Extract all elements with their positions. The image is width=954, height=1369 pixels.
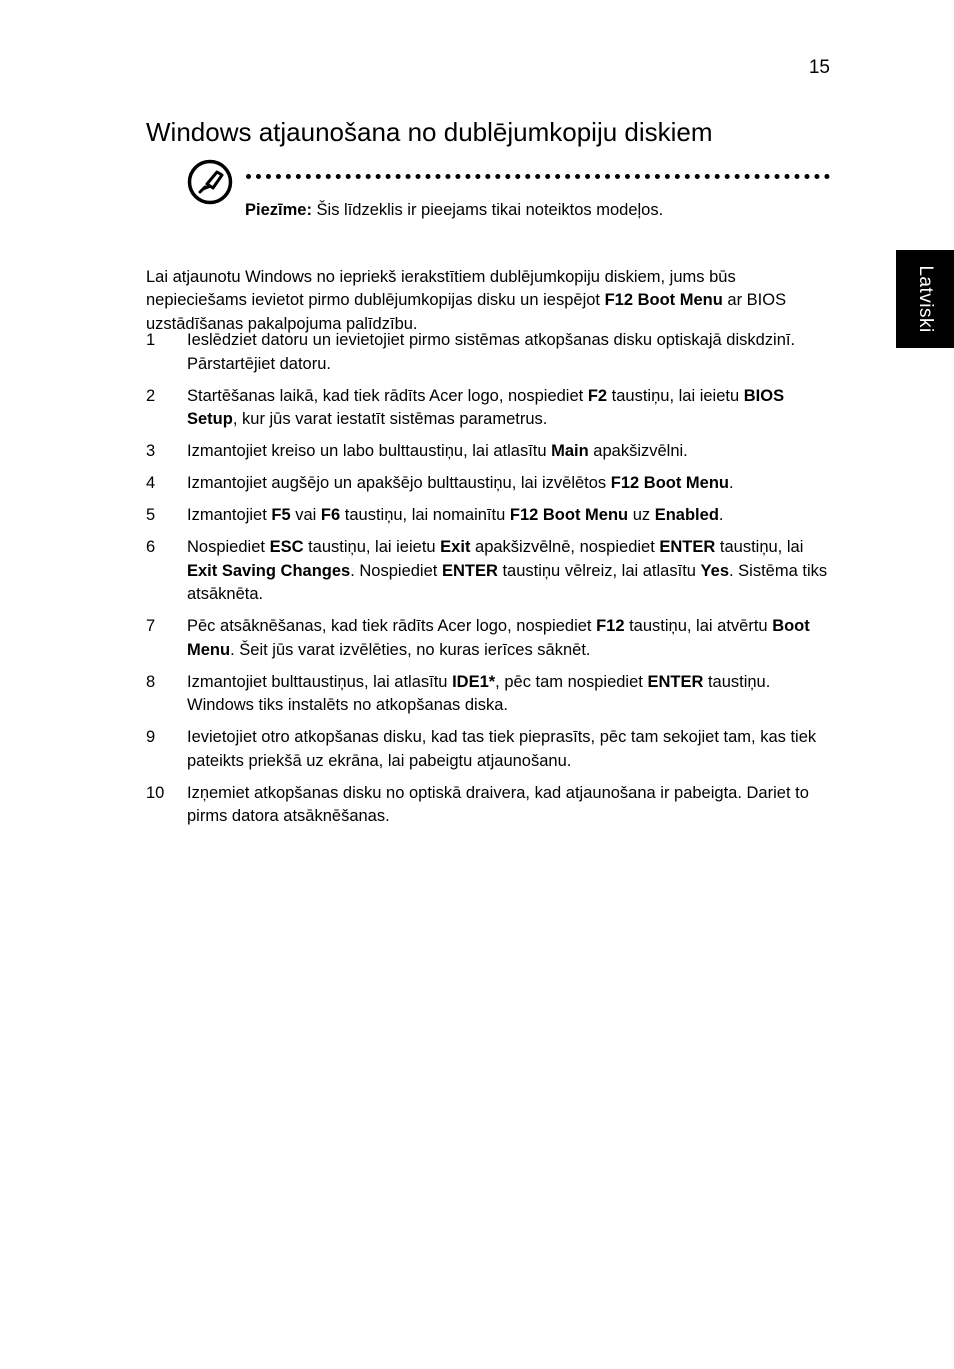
list-item — [146, 472, 836, 496]
list-item — [146, 726, 836, 773]
step-text — [187, 504, 836, 528]
text-run: taustiņu, lai ieietu — [303, 538, 441, 556]
step-text — [187, 671, 836, 718]
bold-term: F12 Boot Menu — [604, 291, 723, 309]
text-run: Nospiediet — [187, 538, 270, 556]
step-number: 2 — [146, 386, 156, 405]
text-run: . — [718, 506, 724, 524]
bold-term: ENTER — [659, 538, 716, 556]
text-run: Izmantojiet augšējo un apakšējo bulttaustiņu, lai izvēlētos — [187, 474, 611, 492]
list-item — [146, 504, 836, 528]
bold-term: Boot Menu — [187, 617, 810, 659]
list-item — [146, 385, 836, 432]
bold-term: ENTER — [647, 672, 704, 691]
step-number: 5 — [146, 506, 156, 524]
step-number: 6 — [146, 538, 156, 556]
text-run: taustiņu, lai — [715, 538, 804, 556]
text-run: Lai atjaunotu Windows no iepriekš ierakstītiem dublējumkopiju diskiem, jums būs nepieciešams ievietot pirmo dublējumkopijas disku un iespējot — [146, 267, 736, 309]
text-run: , kur jūs varat iestatīt sistēmas parametrus. — [232, 410, 548, 428]
bold-term: F5 — [271, 506, 291, 524]
text-run: . — [729, 474, 734, 492]
text-run: Izmantojiet kreiso un labo bulttaustiņu, lai atlasītu — [187, 442, 552, 460]
intro-paragraph — [146, 266, 836, 337]
step-number: 7 — [146, 617, 156, 635]
step-text — [187, 615, 836, 662]
text-run: Ieslēdziet datoru un ievietojiet pirmo sistēmas atkopšanas disku optiskajā diskdzinī. Pārstartējiet datoru. — [187, 331, 796, 373]
text-run: ar BIOS uzstādīšanas pakalpojuma palīdzību. — [146, 291, 787, 333]
note-divider — [246, 174, 830, 179]
step-number: 3 — [146, 442, 156, 460]
step-text — [187, 782, 836, 829]
text-run: uz — [628, 506, 655, 524]
text-run: Izņemiet atkopšanas disku no optiskā draivera, kad atjaunošana ir pabeigta. Dariet to pirms datora atsāknēšanas. — [187, 783, 809, 825]
step-number: 4 — [146, 474, 156, 492]
note-label: Piezīme: — [245, 201, 312, 219]
bold-term: ESC — [269, 538, 304, 556]
step-number: 8 — [146, 672, 156, 691]
step-number: 9 — [146, 728, 156, 746]
text-run: taustiņu, lai nomainītu — [340, 506, 510, 524]
text-run: taustiņu, lai atvērtu — [624, 617, 773, 635]
list-item — [146, 536, 836, 607]
list-item — [146, 329, 836, 376]
step-text — [187, 440, 836, 464]
note-pen-icon — [186, 158, 234, 206]
text-run: . Šeit jūs varat izvēlēties, no kuras ierīces sāknēt. — [230, 640, 591, 659]
list-item — [146, 440, 836, 464]
bold-term: F12 Boot Menu — [610, 474, 730, 492]
step-text — [187, 385, 836, 432]
text-run: Startēšanas laikā, kad tiek rādīts Acer logo, nospiediet — [187, 386, 588, 405]
step-number: 1 — [146, 331, 156, 349]
bold-term: ENTER — [441, 561, 498, 580]
text-run: apakšizvēlni. — [588, 442, 688, 460]
list-item — [146, 782, 836, 829]
bold-term: F6 — [320, 506, 341, 524]
bold-term: BIOS Setup — [187, 386, 785, 428]
bold-term: Enabled — [654, 506, 719, 524]
text-run: . Sistēma tiks atsāknēta. — [187, 561, 828, 603]
page-number: 15 — [808, 57, 830, 78]
bold-term: IDE1* — [452, 672, 496, 691]
text-run: vai — [290, 506, 321, 524]
text-run: taustiņu, lai ieietu — [607, 386, 744, 405]
step-number: 10 — [146, 783, 165, 802]
language-tab — [896, 250, 954, 348]
text-run: taustiņu. Windows tiks instalēts no atkopšanas diska. — [187, 672, 771, 714]
text-run: Ievietojiet otro atkopšanas disku, kad tas tiek pieprasīts, pēc tam sekojiet tam, kas tiek pateikts priekšā uz ekrāna, lai pabeigtu atjaunošanu. — [187, 728, 817, 770]
text-run: apakšizvēlnē, nospiediet — [470, 538, 660, 556]
text-run: , pēc tam nospiediet — [495, 672, 648, 691]
text-run: taustiņu vēlreiz, lai atlasītu — [497, 561, 701, 580]
text-run: Izmantojiet — [187, 506, 272, 524]
note-body: Šis līdzeklis ir pieejams tikai noteiktos modeļos. — [311, 201, 664, 219]
list-item — [146, 615, 836, 662]
text-run: Izmantojiet bulttaustiņus, lai atlasītu — [187, 672, 453, 691]
bold-term: F12 — [596, 617, 625, 635]
note — [245, 201, 663, 220]
step-text — [187, 329, 836, 376]
text-run: . Nospiediet — [350, 561, 442, 580]
step-text — [187, 536, 836, 607]
steps-list — [146, 329, 836, 837]
bold-term: F2 — [587, 386, 608, 405]
list-item — [146, 671, 836, 718]
language-tab-label: Latviski — [915, 265, 936, 333]
bold-term: Exit — [440, 538, 471, 556]
step-text — [187, 472, 836, 496]
bold-term: F12 Boot Menu — [509, 506, 629, 524]
page-title: Windows atjaunošana no dublējumkopiju diskiem — [146, 117, 713, 147]
bold-term: Main — [551, 442, 589, 460]
text-run: Pēc atsāknēšanas, kad tiek rādīts Acer logo, nospiediet — [187, 617, 597, 635]
bold-term: Yes — [700, 561, 729, 580]
step-text — [187, 726, 836, 773]
bold-term: Exit Saving Changes — [187, 561, 351, 580]
